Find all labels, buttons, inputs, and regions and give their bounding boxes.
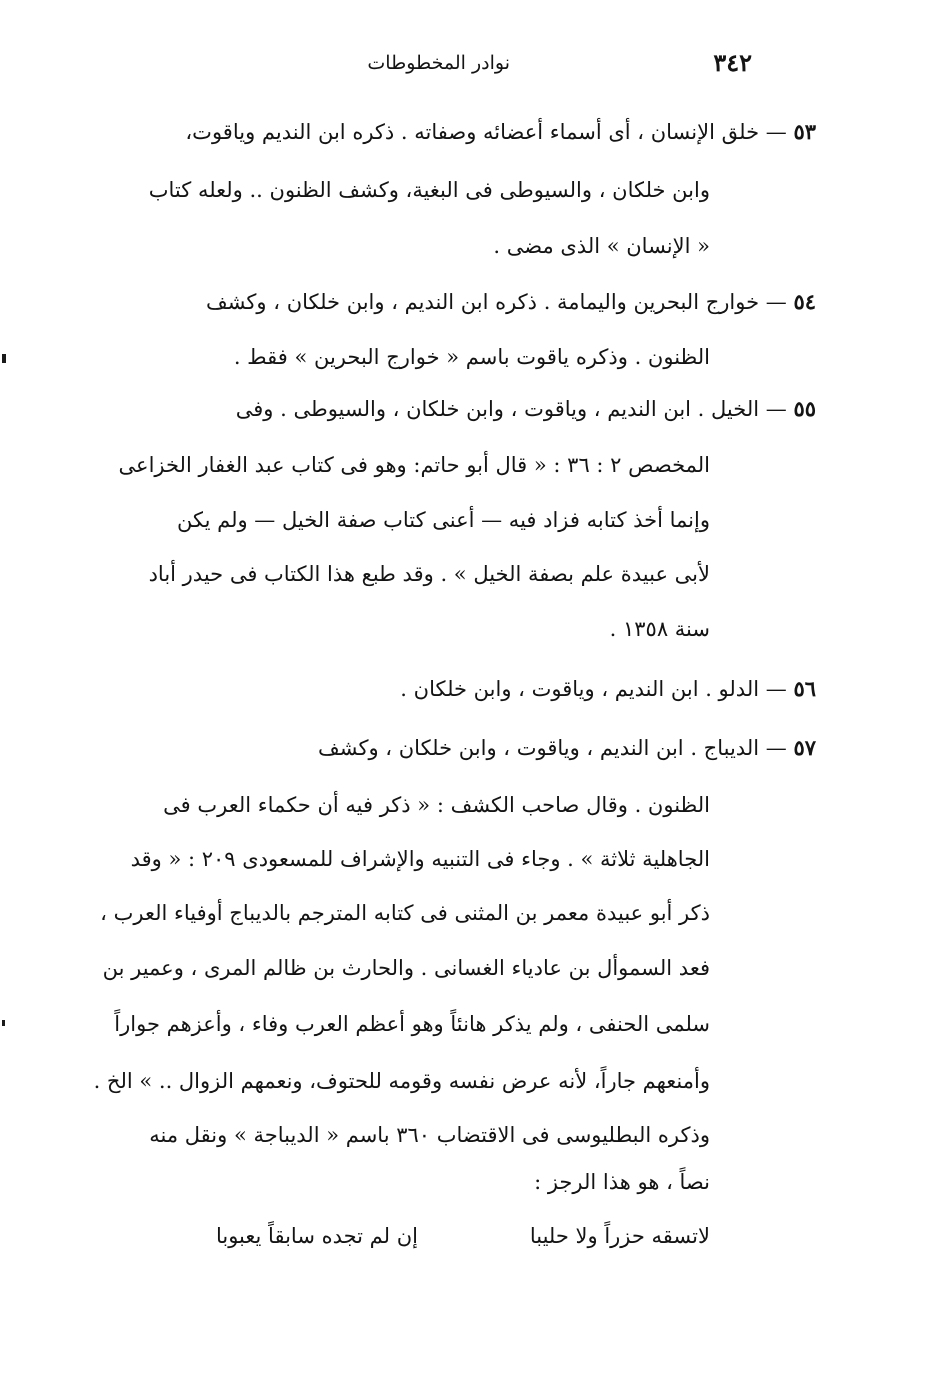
entry-54-line-2: الظنون . وذكره ياقوت باسم « خوارج البحرين » فقط . [233, 345, 710, 369]
entry-55-line-2: المخصص ٢ : ٣٦ : « قال أبو حاتم: وهو فى كتاب عبد الغفار الخزاعى [118, 453, 710, 477]
dash: — [759, 120, 787, 144]
entry-54-line-1 [206, 287, 816, 317]
entry-number: ٥٦ [793, 676, 816, 701]
entry-55-line-1 [236, 394, 816, 424]
entry-57-line-1 [318, 733, 816, 763]
entry-57-line-6: سلمى الحنفى ، ولم يذكر هانئاً وهو أعظم العرب وفاء ، وأعزهم جواراً [114, 1012, 710, 1036]
entry-57-line-4: ذكر أبو عبيدة معمر بن المثنى فى كتابه المترجم بالديباج أوفياء العرب ، [100, 901, 710, 925]
entry-57-line-3: الجاهلية ثلاثة » . وجاء فى التنبيه والإشراف للمسعودى ٢٠٩ : « وقد [130, 847, 710, 871]
scan-speck [2, 1020, 5, 1026]
entry-text: خلق الإنسان ، أى أسماء أعضائه وصفاته . ذكره ابن النديم وياقوت، [185, 120, 760, 144]
entry-55-line-3: وإنما أخذ كتابه فزاد فيه — أعنى كتاب صفة الخيل — ولم يكن [177, 508, 710, 532]
page-number: ٣٤٢ [713, 48, 752, 77]
entry-53-line-3: « الإنسان » الذى مضى . [493, 234, 710, 258]
verse-second-half: إن لم تجده سابقاً يعبوبا [215, 1224, 418, 1248]
dash: — [759, 677, 787, 701]
entry-57-line-7: وأمنعهم جاراً، لأنه عرض نفسه وقومه للحتوف، ونعمهم الزوال .. » الخ . [93, 1069, 710, 1093]
entry-text: الديباج . ابن النديم ، وياقوت ، وابن خلكان ، وكشف [318, 736, 760, 760]
scan-speck [2, 354, 6, 363]
entry-55-line-4: لأبى عبيدة علم بصفة الخيل » . وقد طبع هذا الكتاب فى حيدر أباد [148, 562, 710, 586]
entry-number: ٥٥ [793, 396, 816, 421]
entry-number: ٥٤ [793, 289, 816, 314]
entry-text: الدلو . ابن النديم ، وياقوت ، وابن خلكان . [400, 677, 760, 701]
entry-text: خوارج البحرين واليمامة . ذكره ابن النديم ، وابن خلكان ، وكشف [205, 290, 760, 314]
dash: — [759, 736, 787, 760]
entry-57-line-8: وذكره البطليوسى فى الاقتضاب ٣٦٠ باسم « الديباجة » ونقل منه [149, 1123, 710, 1147]
entry-number: ٥٧ [793, 735, 816, 760]
entry-57-line-5: فعد السموأل بن عادياء الغسانى . والحارث بن ظالم المرى ، وعمير بن [102, 956, 710, 980]
entry-57-line-9: نصاً ، هو هذا الرجز : [534, 1170, 710, 1194]
dash: — [759, 397, 787, 421]
running-title: نوادر المخطوطات [367, 52, 510, 74]
dash: — [759, 290, 787, 314]
entry-55-line-5: سنة ١٣٥٨ . [609, 617, 710, 641]
entry-56-line-1 [400, 674, 816, 704]
entry-53-line-2: وابن خلكان ، والسيوطى فى البغية، وكشف الظنون .. ولعله كتاب [148, 178, 710, 202]
entry-text: الخيل . ابن النديم ، وياقوت ، وابن خلكان ، والسيوطى . وفى [235, 397, 760, 421]
entry-53-line-1 [185, 117, 816, 147]
entry-number: ٥٣ [793, 119, 816, 144]
verse-first-half: لاتسقه حزراً ولا حليبا [529, 1224, 710, 1248]
entry-57-line-2: الظنون . وقال صاحب الكشف : « ذكر فيه أن حكماء العرب فى [163, 793, 710, 817]
page-header [120, 48, 760, 88]
